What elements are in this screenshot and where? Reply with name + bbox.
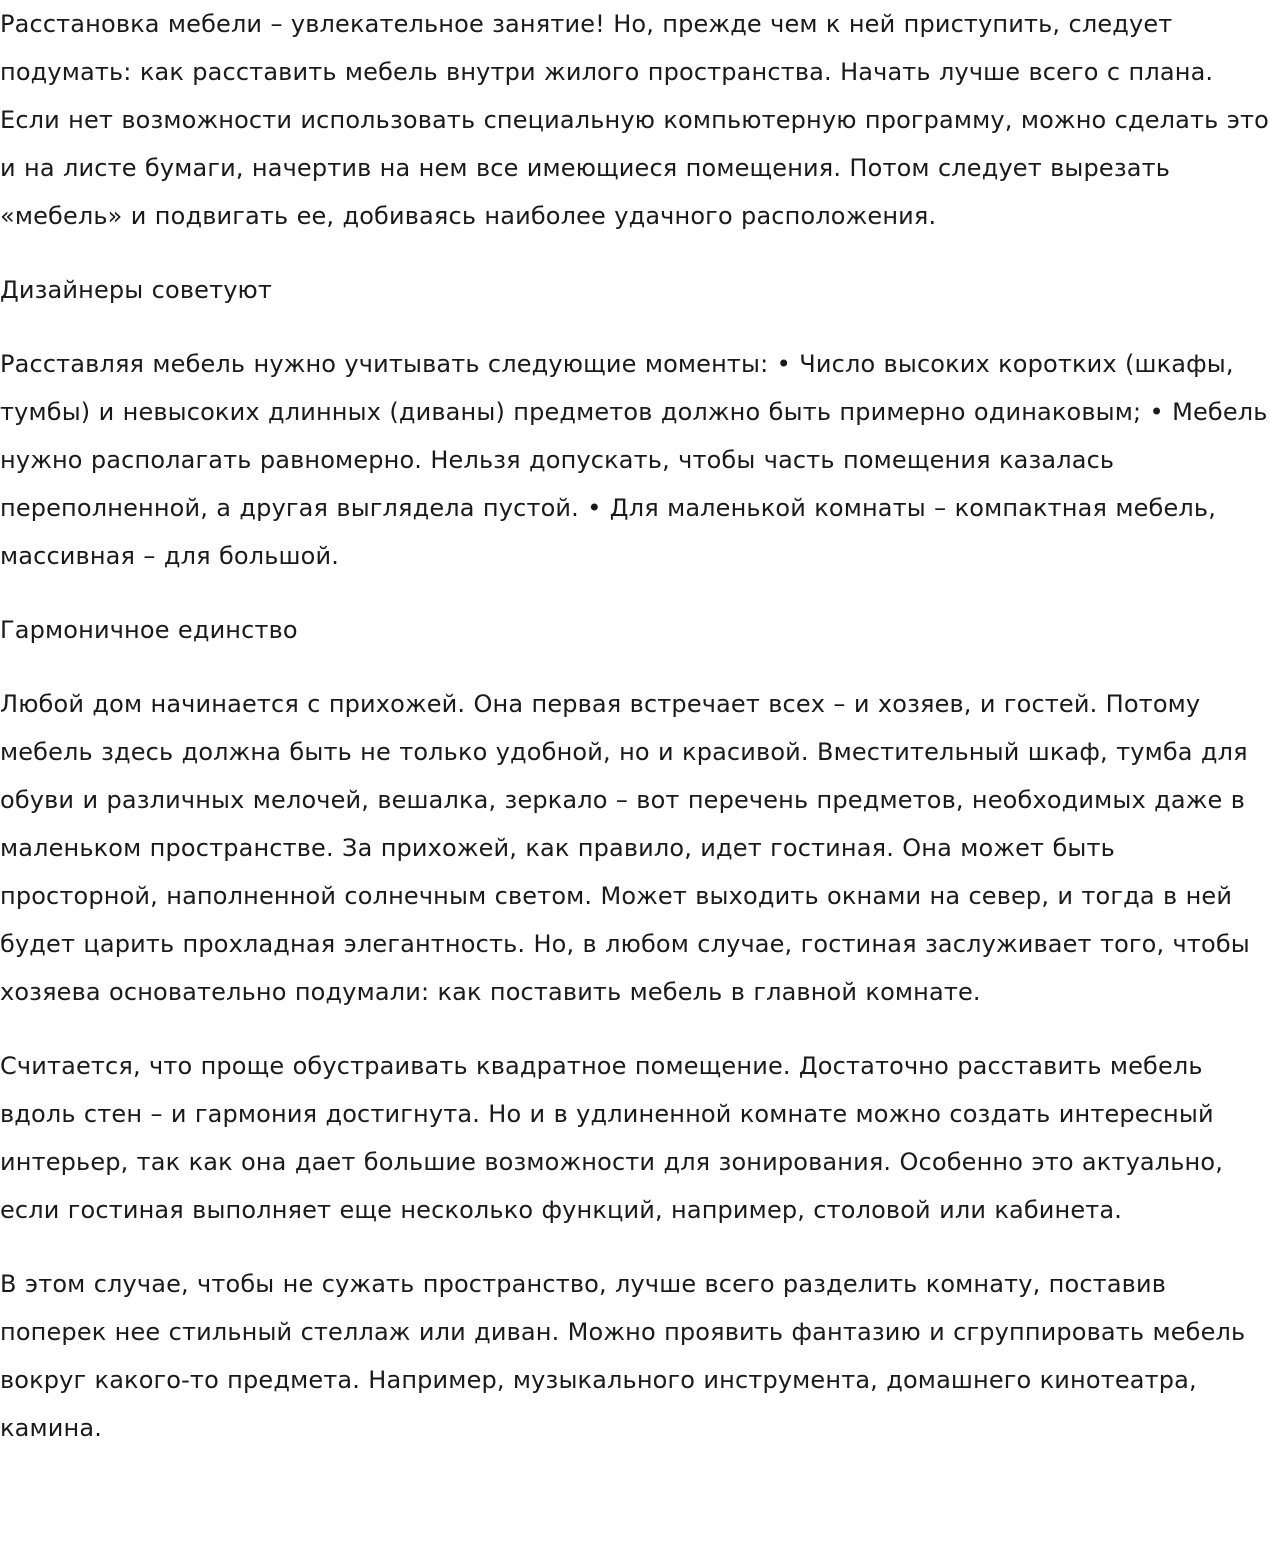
paragraph-square-room: Считается, что проще обустраивать квадратное помещение. Достаточно расставить мебель вдоль стен – и гармония достигнута. Но и в удлиненной комнате можно создать интересный интерьер, так как она дает большие возможности для зонирования. Особенно это актуально, если гостиная выполняет еще несколько функций, например, столовой или кабинета. bbox=[0, 1052, 1224, 1224]
section-heading-harmonious-unity: Гармоничное единство bbox=[0, 616, 298, 644]
paragraph-zoning: В этом случае, чтобы не сужать пространство, лучше всего разделить комнату, поставив поперек нее стильный стеллаж или диван. Можно проявить фантазию и сгруппировать мебель вокруг какого-то предмета. Например, музыкального инструмента, домашнего кинотеатра, камина. bbox=[0, 1270, 1246, 1442]
paragraph-hallway-living-room: Любой дом начинается с прихожей. Она первая встречает всех – и хозяев, и гостей. Потому мебель здесь должна быть не только удобной, но и красивой. Вместительный шкаф, тумба для обуви и различных мелочей, вешалка, зеркало – вот перечень предметов, необходимых даже в маленьком пространстве. За прихожей, как правило, идет гостиная. Она может быть просторной, наполненной солнечным светом. Может выходить окнами на север, и тогда в ней будет царить прохладная элегантность. Но, в любом случае, гостиная заслуживает того, чтобы хозяева основательно подумали: как поставить мебель в главной комнате. bbox=[0, 690, 1250, 1006]
paragraph-tips: Расставляя мебель нужно учитывать следующие моменты: • Число высоких коротких (шкафы, тумбы) и невысоких длинных (диваны) предметов должно быть примерно одинаковым; • Мебель нужно располагать равномерно. Нельзя допускать, чтобы часть помещения казалась переполненной, а другая выглядела пустой. • Для маленькой комнаты – компактная мебель, массивная – для большой. bbox=[0, 350, 1268, 570]
section-heading-designers-advise: Дизайнеры советуют bbox=[0, 276, 273, 304]
paragraph-intro: Расстановка мебели – увлекательное занятие! Но, прежде чем к ней приступить, следует подумать: как расставить мебель внутри жилого пространства. Начать лучше всего с плана. Если нет возможности использовать специальную компьютерную программу, можно сделать это и на листе бумаги, начертив на нем все имеющиеся помещения. Потом следует вырезать «мебель» и подвигать ее, добиваясь наиболее удачного расположения. bbox=[0, 10, 1269, 230]
